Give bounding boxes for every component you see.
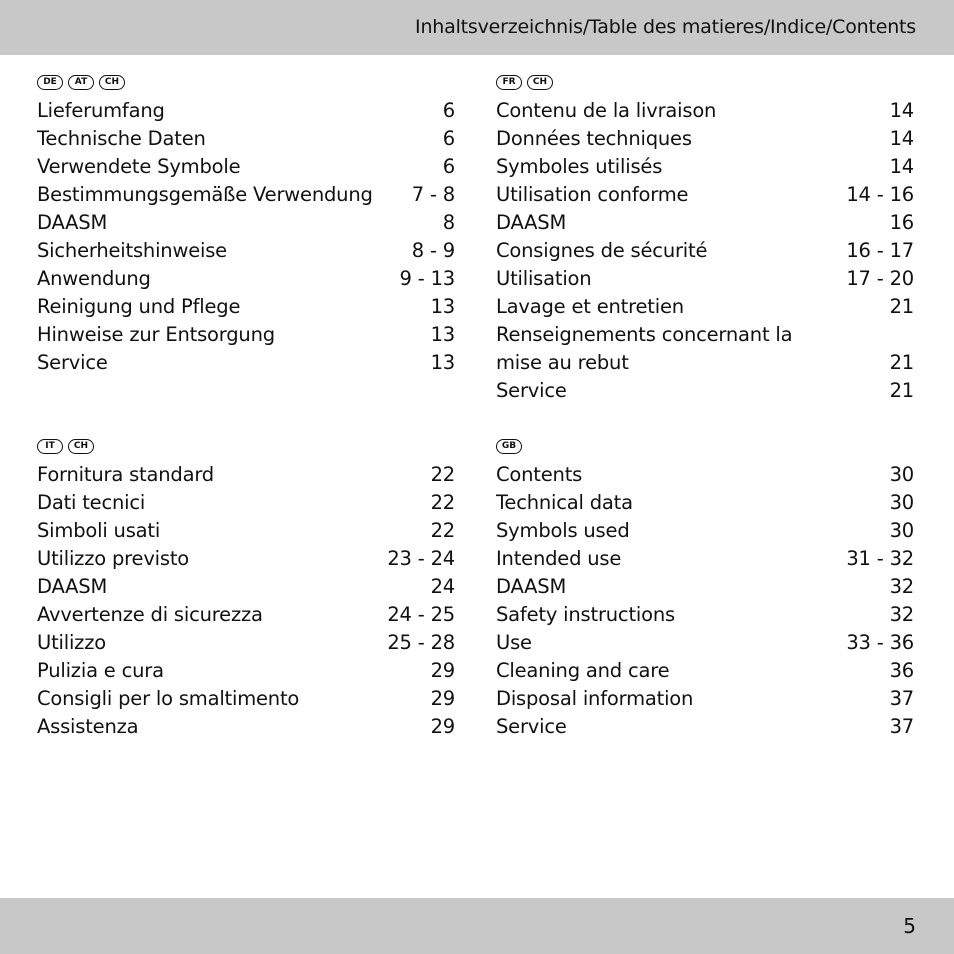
toc-entry-page: 6 — [442, 155, 455, 178]
toc-entry-page: 8 - 9 — [411, 239, 455, 262]
toc-entry — [496, 491, 914, 519]
toc-entry-page: 22 — [430, 491, 455, 514]
toc-entry — [37, 99, 455, 127]
toc-entry-label: Service — [496, 379, 567, 402]
toc-entry — [37, 715, 455, 743]
country-badge: AT — [68, 75, 94, 90]
footer-bar — [0, 898, 954, 954]
toc-entry — [37, 127, 455, 155]
country-badge: CH — [527, 75, 553, 90]
toc-entry-page: 14 — [889, 127, 914, 150]
toc-list — [496, 99, 914, 407]
toc-entry-label: DAASM — [496, 211, 567, 234]
toc-entry — [37, 211, 455, 239]
toc-entry — [37, 659, 455, 687]
toc-entry — [37, 463, 455, 491]
toc-entry-label: Utilizzo previsto — [37, 547, 190, 570]
toc-entry — [496, 631, 914, 659]
toc-entry — [496, 575, 914, 603]
toc-entry-page: 6 — [442, 99, 455, 122]
toc-entry-page: 17 - 20 — [846, 267, 914, 290]
toc-entry — [496, 519, 914, 547]
toc-entry-label: DAASM — [37, 211, 108, 234]
toc-entry-page: 25 - 28 — [387, 631, 455, 654]
toc-entry-label: Consigli per lo smaltimento — [37, 687, 300, 710]
toc-entry-label: DAASM — [37, 575, 108, 598]
toc-entry-label: Intended use — [496, 547, 622, 570]
toc-entry — [496, 295, 914, 323]
toc-list — [37, 99, 455, 379]
toc-entry — [37, 603, 455, 631]
toc-entry-label: Symboles utilisés — [496, 155, 663, 178]
toc-entry — [496, 715, 914, 743]
page-title: Inhaltsverzeichnis/Table des matieres/Indice/Contents — [415, 16, 916, 38]
toc-entry-page: 14 — [889, 155, 914, 178]
toc-entry-label: Use — [496, 631, 532, 654]
toc-entry-page: 30 — [889, 463, 914, 486]
toc-entry — [496, 127, 914, 155]
toc-entry — [496, 603, 914, 631]
header-bar — [0, 0, 954, 55]
toc-entry-page: 32 — [889, 575, 914, 598]
toc-entry-label: Safety instructions — [496, 603, 675, 626]
toc-entry-label: Hinweise zur Entsorgung — [37, 323, 275, 346]
toc-entry-label: Données techniques — [496, 127, 692, 150]
toc-entry-page: 13 — [430, 323, 455, 346]
country-badge: IT — [37, 439, 63, 454]
country-badge: DE — [37, 75, 63, 90]
toc-entry-label: DAASM — [496, 575, 567, 598]
toc-entry — [37, 267, 455, 295]
toc-entry — [496, 463, 914, 491]
toc-entry — [496, 99, 914, 127]
toc-entry-page: 23 - 24 — [387, 547, 455, 570]
toc-entry-page: 21 — [889, 379, 914, 402]
toc-section-de — [37, 73, 455, 379]
toc-entry-page: 29 — [430, 715, 455, 738]
toc-entry-page: 14 — [889, 99, 914, 122]
toc-entry — [496, 211, 914, 239]
country-badges — [37, 73, 455, 93]
toc-entry — [37, 631, 455, 659]
toc-entry-label: Renseignements concernant la — [496, 323, 793, 346]
toc-entry-page: 31 - 32 — [846, 547, 914, 570]
toc-entry-page: 37 — [889, 687, 914, 710]
toc-entry-page: 21 — [889, 351, 914, 374]
toc-entry-page: 13 — [430, 295, 455, 318]
toc-entry — [37, 687, 455, 715]
toc-entry — [37, 295, 455, 323]
toc-entry — [37, 155, 455, 183]
toc-entry-page: 32 — [889, 603, 914, 626]
toc-entry-label: Utilisation — [496, 267, 592, 290]
toc-entry-page: 22 — [430, 463, 455, 486]
toc-entry — [37, 351, 455, 379]
toc-entry-label: Fornitura standard — [37, 463, 214, 486]
toc-list — [496, 463, 914, 743]
toc-entry-label: mise au rebut — [496, 351, 629, 374]
toc-entry — [496, 267, 914, 295]
toc-entry — [37, 491, 455, 519]
toc-entry — [37, 183, 455, 211]
toc-entry-page: 16 — [889, 211, 914, 234]
toc-entry — [496, 183, 914, 211]
page-number: 5 — [903, 914, 916, 938]
toc-entry — [37, 547, 455, 575]
toc-entry-label: Simboli usati — [37, 519, 161, 542]
toc-entry-label: Reinigung und Pflege — [37, 295, 241, 318]
toc-entry — [496, 687, 914, 715]
toc-entry-label: Bestimmungsgemäße Verwendung — [37, 183, 373, 206]
toc-entry — [496, 239, 914, 267]
country-badge: FR — [496, 75, 522, 90]
toc-entry-label: Avvertenze di sicurezza — [37, 603, 263, 626]
toc-entry-page: 21 — [889, 295, 914, 318]
toc-entry-page: 36 — [889, 659, 914, 682]
toc-entry-label: Contents — [496, 463, 583, 486]
toc-entry-label: Verwendete Symbole — [37, 155, 241, 178]
toc-entry-label: Utilizzo — [37, 631, 106, 654]
toc-entry — [496, 351, 914, 379]
toc-entry — [37, 323, 455, 351]
toc-entry-page: 14 - 16 — [846, 183, 914, 206]
toc-entry-page: 16 - 17 — [846, 239, 914, 262]
country-badge: CH — [99, 75, 125, 90]
country-badge: GB — [496, 439, 522, 454]
toc-entry — [496, 155, 914, 183]
toc-entry-label: Dati tecnici — [37, 491, 146, 514]
toc-entry-page: 33 - 36 — [846, 631, 914, 654]
toc-entry-label: Assistenza — [37, 715, 139, 738]
toc-entry-label: Lavage et entretien — [496, 295, 684, 318]
country-badges — [37, 437, 455, 457]
toc-entry-label: Technical data — [496, 491, 633, 514]
toc-section-it — [37, 437, 455, 743]
toc-entry — [496, 379, 914, 407]
toc-list — [37, 463, 455, 743]
toc-entry-label: Service — [37, 351, 108, 374]
toc-entry-page: 6 — [442, 127, 455, 150]
toc-entry-label: Consignes de sécurité — [496, 239, 708, 262]
toc-entry-label: Symbols used — [496, 519, 630, 542]
toc-entry-label: Contenu de la livraison — [496, 99, 717, 122]
toc-entry-label: Technische Daten — [37, 127, 206, 150]
toc-entry-label: Pulizia e cura — [37, 659, 164, 682]
toc-entry — [37, 575, 455, 603]
toc-entry-page: 29 — [430, 687, 455, 710]
toc-entry-label: Anwendung — [37, 267, 151, 290]
toc-entry-page: 29 — [430, 659, 455, 682]
toc-entry-label: Disposal information — [496, 687, 694, 710]
country-badge: CH — [68, 439, 94, 454]
toc-entry-page: 13 — [430, 351, 455, 374]
toc-entry — [496, 659, 914, 687]
toc-entry — [37, 239, 455, 267]
toc-entry-page: 24 — [430, 575, 455, 598]
toc-section-fr — [496, 73, 914, 407]
country-badges — [496, 73, 914, 93]
toc-entry — [496, 547, 914, 575]
toc-entry — [496, 323, 914, 351]
toc-entry-page: 22 — [430, 519, 455, 542]
toc-entry-label: Lieferumfang — [37, 99, 165, 122]
toc-entry-label: Service — [496, 715, 567, 738]
toc-entry-page: 30 — [889, 491, 914, 514]
toc-entry-page: 7 - 8 — [411, 183, 455, 206]
toc-entry-label: Utilisation conforme — [496, 183, 689, 206]
toc-entry-page: 37 — [889, 715, 914, 738]
toc-entry-page: 8 — [442, 211, 455, 234]
toc-entry-label: Sicherheitshinweise — [37, 239, 227, 262]
toc-entry — [37, 519, 455, 547]
toc-entry-label: Cleaning and care — [496, 659, 670, 682]
country-badges — [496, 437, 914, 457]
toc-entry-page: 9 - 13 — [399, 267, 455, 290]
toc-entry-page: 24 - 25 — [387, 603, 455, 626]
toc-entry-page: 30 — [889, 519, 914, 542]
toc-section-gb — [496, 437, 914, 743]
